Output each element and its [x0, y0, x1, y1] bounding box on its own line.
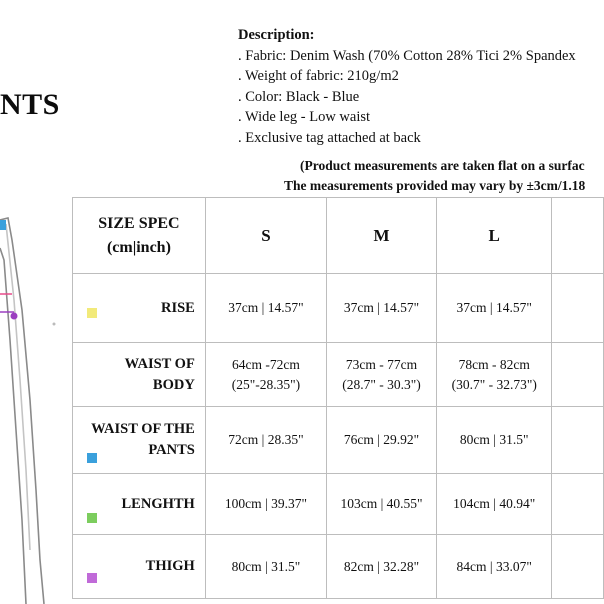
cut-cell: [552, 407, 604, 474]
value-cell: 82cm | 32.28": [327, 535, 437, 599]
value-line: (25"-28.35"): [231, 376, 301, 392]
waist-color-swatch: [87, 453, 97, 463]
size-header-cut: [552, 198, 604, 274]
cut-cell: [552, 474, 604, 535]
size-header-l: L: [436, 198, 552, 274]
size-spec-table: [72, 197, 604, 599]
row-label-rise: [73, 274, 206, 343]
row-label-length: [73, 474, 206, 535]
size-header-m: M: [327, 198, 437, 274]
cut-cell: [552, 535, 604, 599]
value-cell: 80cm | 31.5": [205, 535, 326, 599]
value-line: (30.7" - 32.73"): [451, 376, 537, 392]
cut-cell: [552, 274, 604, 343]
pants-diagram: [0, 200, 70, 604]
thigh-marker-dot: [11, 313, 18, 320]
value-cell: 72cm | 28.35": [205, 407, 326, 474]
row-label-text: BODY: [152, 376, 195, 393]
table-row: [73, 274, 604, 343]
value-cell: [327, 343, 437, 407]
row-label-thigh: [73, 535, 206, 599]
table-row: [73, 343, 604, 407]
value-cell: 37cm | 14.57": [436, 274, 552, 343]
table-row: [73, 474, 604, 535]
value-cell: [436, 343, 552, 407]
length-color-swatch: [87, 513, 97, 523]
description-line: . Fabric: Denim Wash (70% Cotton 28% Tici 2% Spandex: [238, 47, 576, 64]
waist-marker-blue: [0, 220, 6, 230]
value-cell: 37cm | 14.57": [205, 274, 326, 343]
row-label-waist-of-pants: [73, 407, 206, 474]
value-cell: 80cm | 31.5": [436, 407, 552, 474]
table-row: [73, 535, 604, 599]
value-cell: 84cm | 33.07": [436, 535, 552, 599]
value-line: 78cm - 82cm: [458, 356, 530, 372]
table-row: [73, 407, 604, 474]
row-label-text: RISE: [160, 299, 195, 316]
thigh-color-swatch: [87, 573, 97, 583]
description-line: . Color: Black - Blue: [238, 88, 360, 105]
product-title: NTS: [0, 88, 60, 121]
rise-color-swatch: [87, 308, 97, 318]
cut-cell: [552, 343, 604, 407]
edge-dot: [53, 323, 56, 326]
table-header-row: [73, 198, 604, 274]
value-cell: 76cm | 29.92": [327, 407, 437, 474]
tolerance-note: The measurements provided may vary by ±3cm/1.18: [284, 178, 586, 193]
row-label-text: LENGHTH: [121, 495, 195, 512]
row-label-text: THIGH: [145, 558, 195, 574]
value-line: 73cm - 77cm: [345, 356, 418, 372]
description-line: . Exclusive tag attached at back: [238, 129, 421, 146]
value-cell: 103cm | 40.55": [327, 474, 437, 535]
value-cell: [205, 343, 326, 407]
size-header-s: S: [205, 198, 326, 274]
value-line: (28.7" - 30.3"): [342, 376, 421, 392]
value-cell: 100cm | 39.37": [205, 474, 326, 535]
row-label-waist-of-body: [73, 343, 206, 407]
description-heading: Description:: [238, 27, 315, 43]
value-cell: 104cm | 40.94": [436, 474, 552, 535]
description-block: [238, 25, 576, 149]
measurement-note: (Product measurements are taken flat on a surfac: [300, 158, 585, 173]
value-cell: 37cm | 14.57": [327, 274, 437, 343]
size-spec-label: SIZE SPEC: [98, 214, 180, 232]
row-label-text: WAIST OF: [124, 355, 195, 372]
size-spec-unit: (cm|inch): [106, 238, 171, 256]
pants-outline: [0, 218, 44, 604]
row-label-text: PANTS: [148, 442, 195, 458]
row-label-text: WAIST OF THE: [91, 421, 195, 437]
value-line: 64cm -72cm: [232, 356, 300, 372]
size-spec-header: [73, 198, 206, 274]
description-line: . Wide leg - Low waist: [238, 109, 371, 126]
description-line: . Weight of fabric: 210g/m2: [238, 68, 399, 85]
